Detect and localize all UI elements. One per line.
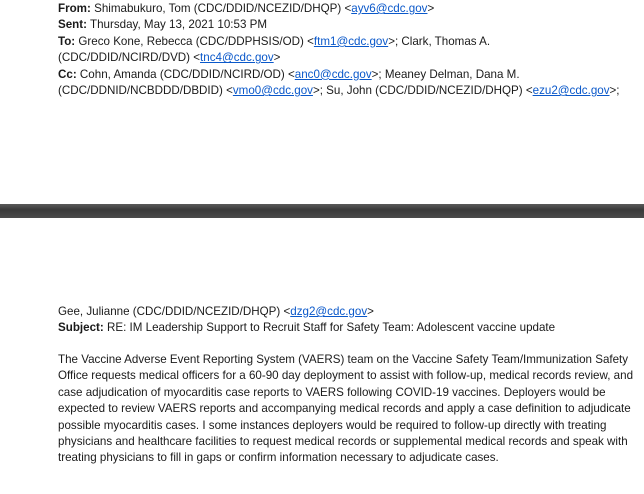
to-line [58, 34, 642, 50]
reply-from-name: Gee, Julianne (CDC/DDID/NCEZID/DHQP) < [58, 305, 291, 318]
from-name: Shimabukuro, Tom (CDC/DDID/NCEZID/DHQP) < [94, 2, 352, 15]
cc-recipient-2-org: (CDC/DDNID/NCBDDD/DBDID) < [58, 84, 233, 98]
sent-label: Sent: [58, 18, 87, 32]
cc-email-link-1[interactable]: anc0@cdc.gov [294, 67, 372, 81]
from-line [58, 1, 642, 17]
subject-value: RE: IM Leadership Support to Recruit Staff for Safety Team: Adolescent vaccine update [106, 321, 556, 335]
cc-line-end: >; [609, 84, 620, 98]
reply-header [58, 304, 642, 337]
cc-recipient-2: >; Meaney Delman, Dana M. [371, 67, 520, 81]
email-body [58, 352, 642, 467]
cc-recipient-3: >; Su, John (CDC/DDID/NCEZID/DHQP) < [312, 84, 533, 98]
cc-recipient-1: Cohn, Amanda (CDC/DDID/NCIRD/OD) < [79, 67, 295, 81]
reply-from-end: > [367, 305, 374, 318]
sent-line [58, 17, 642, 33]
from-email-link[interactable]: ayv6@cdc.gov [351, 2, 428, 15]
to-line-end: > [273, 51, 281, 65]
to-recipient-1: Greco Kone, Rebecca (CDC/DDPHSIS/OD) < [78, 34, 314, 48]
cc-line [58, 67, 642, 83]
email-header [58, 1, 642, 99]
from-label: From: [58, 2, 91, 15]
cc-email-link-2[interactable]: vmo0@cdc.gov [232, 84, 313, 98]
subject-line [58, 320, 642, 336]
to-label: To: [58, 34, 76, 48]
to-line-continued [58, 50, 642, 66]
subject-label: Subject: [58, 321, 104, 335]
body-paragraph: The Vaccine Adverse Event Reporting System (VAERS) team on the Vaccine Safety Team/Immunization Safety Office requests medical officers for a 60-90 day deployment to assist with follow-up, medical records review, and case adjudication of myocarditis case reports to VAERS following COVID-19 vaccines. Deployers would be expected to review VAERS reports and accompanying medical records and apply a case definition to adjudicate possible myocarditis cases. I some instances deployers would be required to follow-up directly with treating physicians and healthcare facilities to request medical records or supplemental medical records and speak with treating physicians to fill in gaps or confirm information necessary to adjudicate cases. [58, 353, 634, 465]
reply-from-line [58, 304, 642, 320]
to-recipient-2: >; Clark, Thomas A. [388, 34, 491, 48]
sent-value: Thursday, May 13, 2021 10:53 PM [90, 18, 268, 32]
reply-email-link[interactable]: dzg2@cdc.gov [290, 305, 368, 318]
to-email-link-2[interactable]: tnc4@cdc.gov [200, 51, 274, 65]
cc-line-continued [58, 83, 642, 99]
to-recipient-2-org: (CDC/DDID/NCIRD/DVD) < [58, 51, 201, 65]
email-header-page [0, 0, 644, 204]
to-email-link-1[interactable]: ftm1@cdc.gov [313, 34, 389, 48]
page-divider [0, 204, 644, 218]
from-end: > [427, 2, 435, 15]
cc-label: Cc: [58, 67, 77, 81]
cc-email-link-3[interactable]: ezu2@cdc.gov [532, 84, 610, 98]
email-reply-page [0, 218, 644, 494]
